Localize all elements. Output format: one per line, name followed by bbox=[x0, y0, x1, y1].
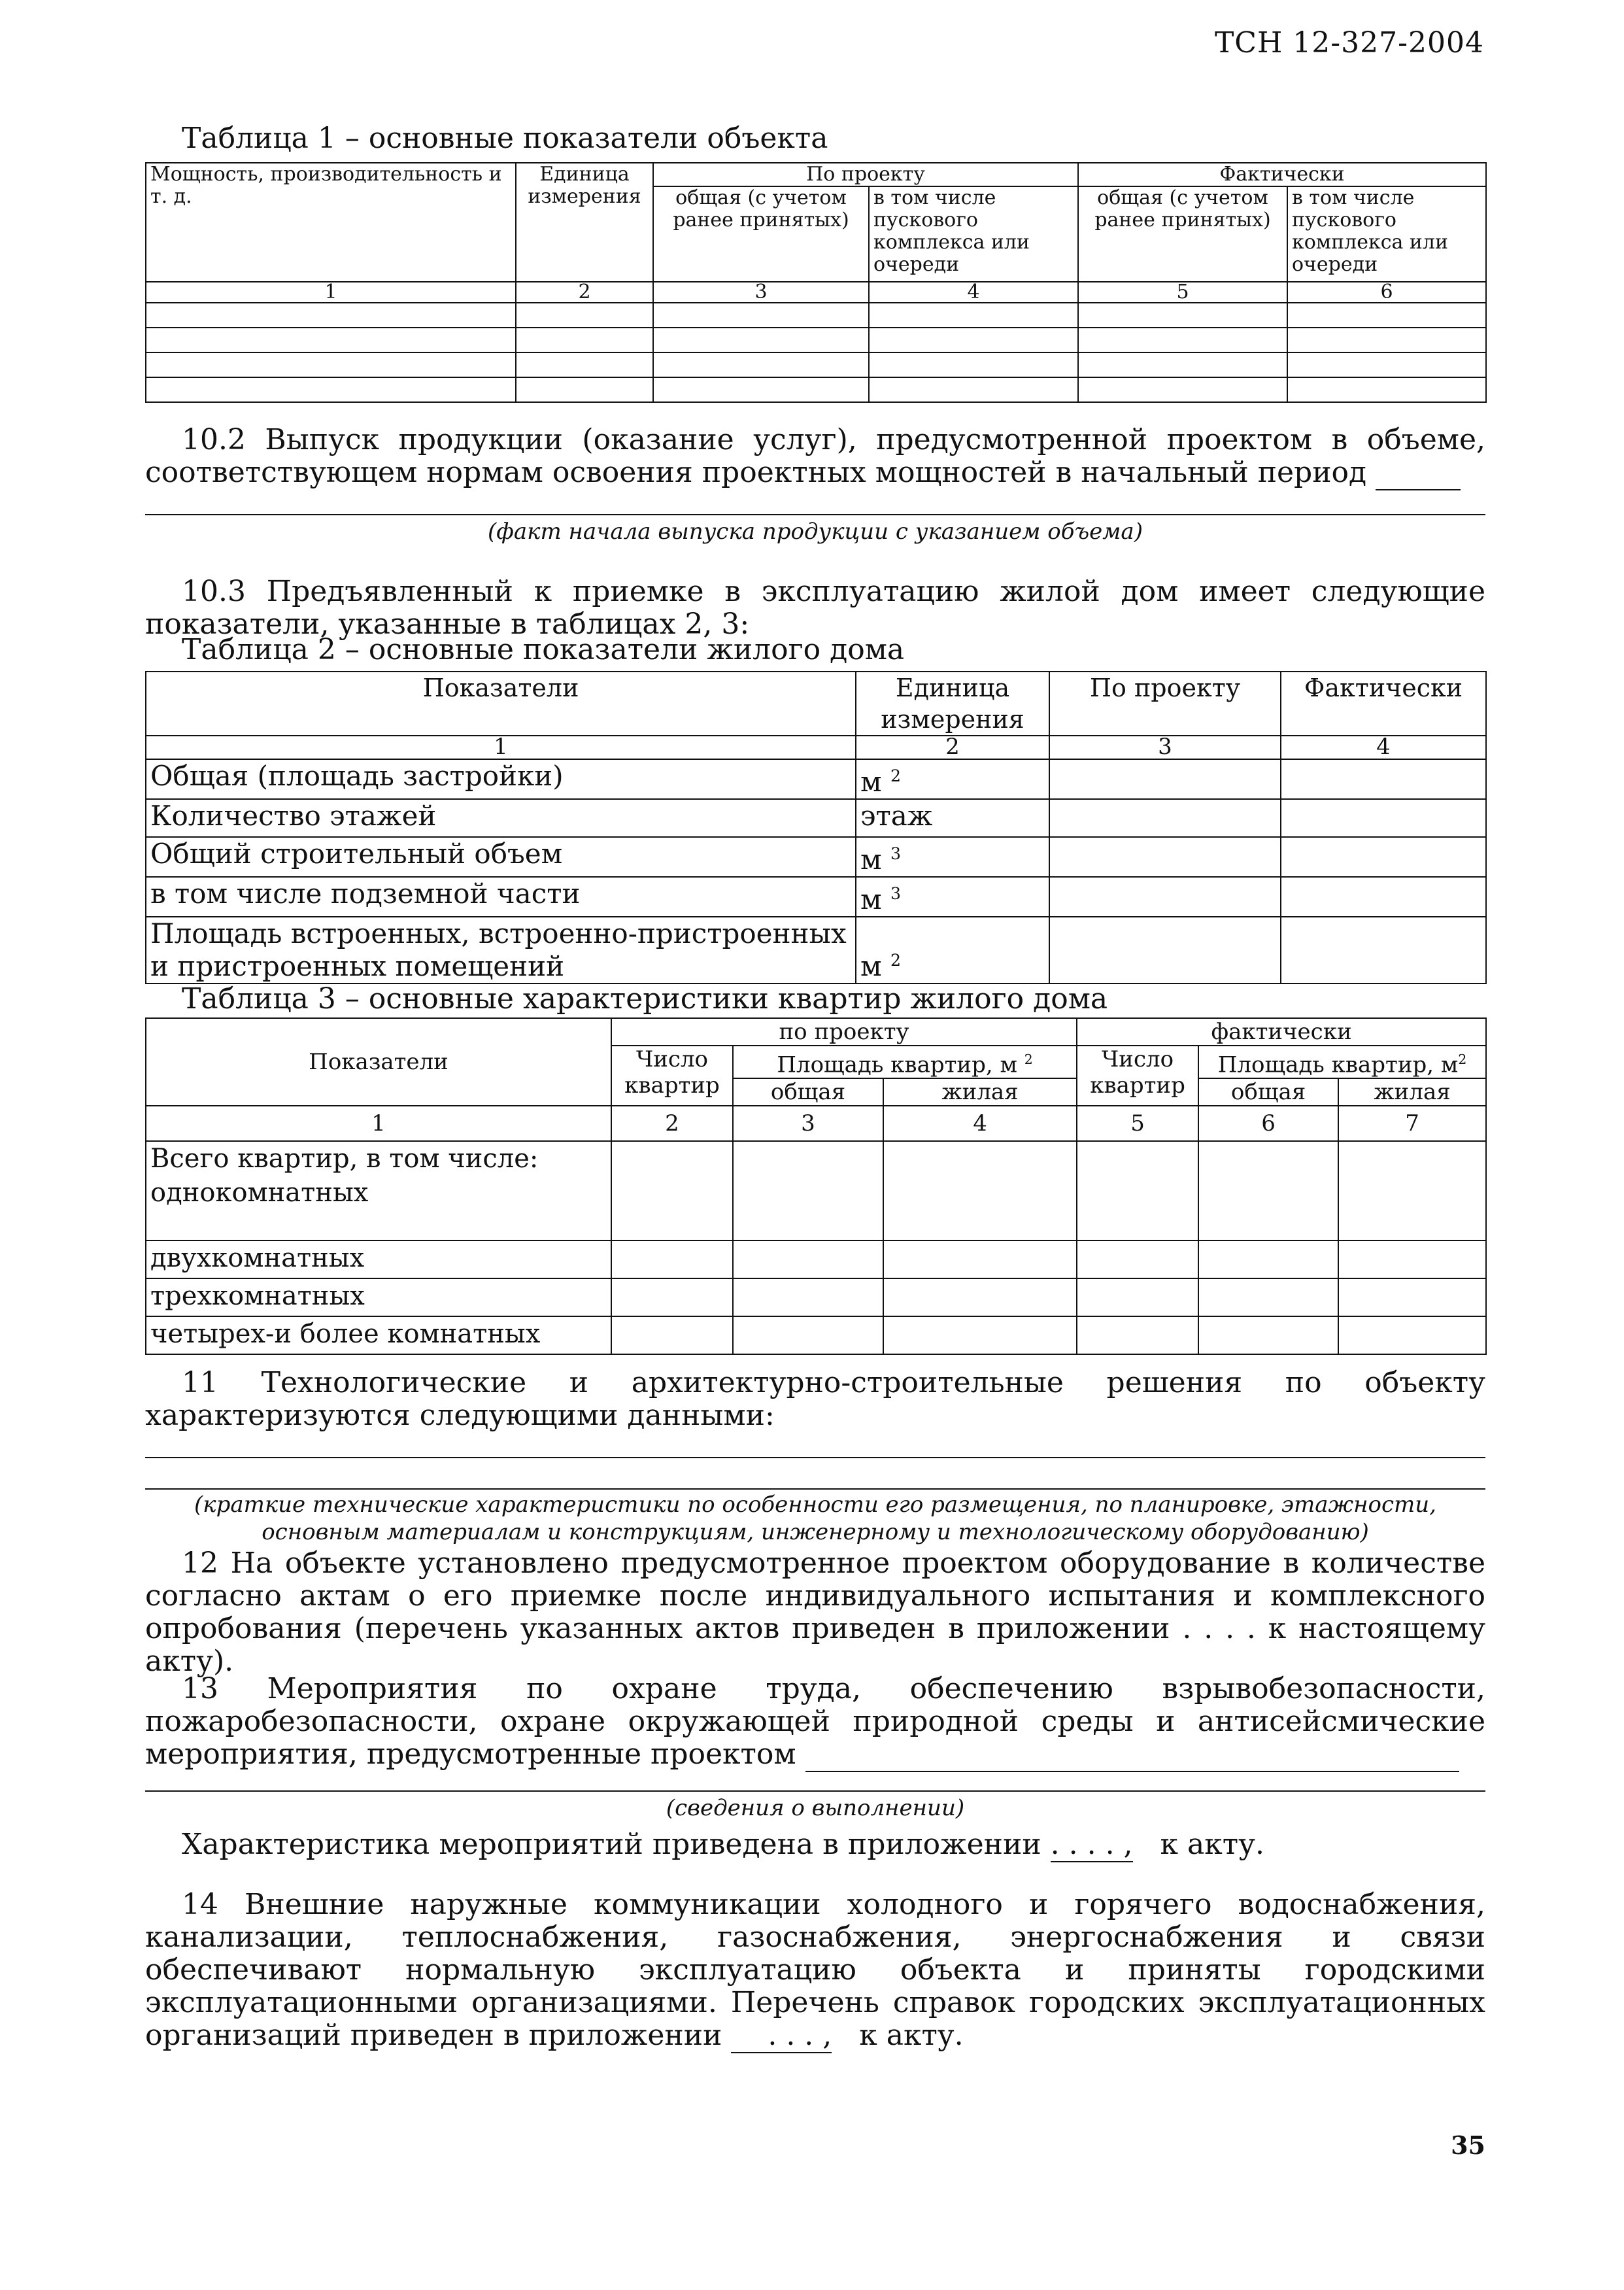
table3-col-number: 1 bbox=[146, 1106, 611, 1141]
table3-col-number: 5 bbox=[1077, 1106, 1198, 1141]
table3 bbox=[145, 1017, 1487, 1355]
table-row bbox=[146, 799, 1486, 837]
table-row bbox=[146, 303, 1486, 328]
table1-actual-total-header: общая (с учетом ранее принятых) bbox=[1078, 186, 1287, 282]
table2-caption: Таблица 2 – основные показатели жилого дома bbox=[182, 633, 905, 666]
table1-col-number: 3 bbox=[653, 282, 869, 303]
table-row bbox=[146, 759, 1486, 799]
table3-row-label: четырех-и более комнатных bbox=[146, 1316, 611, 1354]
table2-header-indicators: Показатели bbox=[146, 672, 856, 736]
table3-col-number: 6 bbox=[1198, 1106, 1338, 1141]
paragraph-10-2-note: (факт начала выпуска продукции с указанием объема) bbox=[488, 519, 1143, 545]
table1-col-number: 2 bbox=[516, 282, 653, 303]
table1-project-launch-header: в том числе пускового комплекса или очереди bbox=[869, 186, 1078, 282]
paragraph-13-text: 13 Мероприятия по охране труда, обеспечению взрывобезопасности, пожаробезопасности, охране окружающей природной среды и антисейсмические мероприятия, предусмотренные проектом bbox=[145, 1672, 1485, 1771]
table-row bbox=[146, 1141, 1486, 1240]
table3-project-header: по проекту bbox=[611, 1018, 1077, 1046]
table3-col-number: 2 bbox=[611, 1106, 733, 1141]
table2-header-actual: Фактически bbox=[1281, 672, 1486, 736]
paragraph-10-3: 10.3 Предъявленный к приемке в эксплуатацию жилой дом имеет следующие показатели, указанные в таблицах 2, 3: bbox=[145, 575, 1485, 641]
table1-actual-launch-header: в том числе пускового комплекса или очереди bbox=[1287, 186, 1486, 282]
table2-row-unit: м $^3$ bbox=[856, 877, 1049, 917]
table2-col-number: 1 bbox=[146, 736, 856, 759]
table3-col-number: 4 bbox=[883, 1106, 1077, 1141]
table1-project-total-header: общая (с учетом ранее принятых) bbox=[653, 186, 869, 282]
paragraph-13-note: (сведения о выполнении) bbox=[666, 1795, 965, 1821]
table-row bbox=[146, 1240, 1486, 1278]
paragraph-11: 11 Технологические и архитектурно-строительные решения по объекту характеризуются следующими данными: bbox=[145, 1366, 1485, 1432]
paragraph-12: 12 На объекте установлено предусмотренное проектом оборудование в количестве согласно актам о его приемке после индивидуального испытания и комплексного опробования (перечень указанных актов приведен в приложении . . . . к настоящему акту). bbox=[145, 1547, 1485, 1678]
table-row bbox=[146, 917, 1486, 983]
table3-header-indicators: Показатели bbox=[146, 1018, 611, 1106]
fill-in-line bbox=[145, 1457, 1485, 1458]
table1-col-number: 4 bbox=[869, 282, 1078, 303]
table2-row-unit: м $^2$ bbox=[856, 759, 1049, 799]
table3-row-label: трехкомнатных bbox=[146, 1278, 611, 1316]
table-row bbox=[146, 328, 1486, 352]
paragraph-13-appendix bbox=[182, 1828, 1485, 1862]
table3-actual-area-header: Площадь квартир, $м^2$ bbox=[1198, 1046, 1486, 1078]
appendix-tail: к акту. bbox=[1160, 1828, 1264, 1861]
table3-col-number: 3 bbox=[733, 1106, 883, 1141]
table2-row-unit: м $^3$ bbox=[856, 837, 1049, 877]
table-row bbox=[146, 377, 1486, 402]
table3-actual-count-header: Число квартир bbox=[1077, 1046, 1198, 1106]
appendix-number-blank: . . . , bbox=[731, 2019, 832, 2053]
table1-caption: Таблица 1 – основные показатели объекта bbox=[182, 122, 828, 155]
table-row bbox=[146, 837, 1486, 877]
table1-col-number: 6 bbox=[1287, 282, 1486, 303]
table3-caption: Таблица 3 – основные характеристики квартир жилого дома bbox=[182, 982, 1108, 1016]
table1-col2-header: Единица измерения bbox=[516, 163, 653, 282]
table3-row-label: двухкомнатных bbox=[146, 1240, 611, 1278]
table1-col-number: 5 bbox=[1078, 282, 1287, 303]
table2-header-unit: Единица измерения bbox=[856, 672, 1049, 736]
table1 bbox=[145, 162, 1487, 403]
appendix-tail: к акту. bbox=[859, 2019, 964, 2052]
table2-row-label: в том числе подземной части bbox=[146, 877, 856, 917]
table3-project-area-header: Площадь квартир, м $^2$ bbox=[733, 1046, 1077, 1078]
table2-row-unit: этаж bbox=[856, 799, 1049, 837]
table3-actual-living-header: жилая bbox=[1338, 1078, 1486, 1106]
table1-actual-header: Фактически bbox=[1078, 163, 1486, 186]
table3-project-total-header: общая bbox=[733, 1078, 883, 1106]
fill-in-line bbox=[145, 1488, 1485, 1490]
table-row bbox=[146, 1316, 1486, 1354]
table3-project-living-header: жилая bbox=[883, 1078, 1077, 1106]
table2 bbox=[145, 671, 1487, 984]
paragraph-10-2-text: 10.2 Выпуск продукции (оказание услуг), предусмотренной проектом в объеме, соответствующем нормам освоения проектных мощностей в начальный период bbox=[145, 423, 1485, 489]
fill-in-line bbox=[145, 1790, 1485, 1792]
table2-row-label: Общая (площадь застройки) bbox=[146, 759, 856, 799]
table1-project-header: По проекту bbox=[653, 163, 1078, 186]
table3-project-count-header: Число квартир bbox=[611, 1046, 733, 1106]
page-number: 35 bbox=[1451, 2130, 1485, 2160]
fill-in-line bbox=[805, 1738, 1459, 1772]
document-code: ТСН 12-327-2004 bbox=[1214, 26, 1484, 60]
table3-actual-total-header: общая bbox=[1198, 1078, 1338, 1106]
table2-row-unit: м $^2$ bbox=[856, 917, 1049, 983]
table2-row-label: Общий строительный объем bbox=[146, 837, 856, 877]
table2-row-label: Количество этажей bbox=[146, 799, 856, 837]
fill-in-line bbox=[145, 514, 1485, 515]
table3-col-number: 7 bbox=[1338, 1106, 1486, 1141]
paragraph-14-text: 14 Внешние наружные коммуникации холодного и горячего водоснабжения, канализации, теплоснабжения, газоснабжения, энергоснабжения и связи обеспечивают нормальную эксплуатацию объекта и приняты городскими эксплуатационными организациями. Перечень справок городских эксплуатационных организаций приведен в приложении bbox=[145, 1888, 1485, 2052]
appendix-lead: Характеристика мероприятий приведена в приложении bbox=[182, 1828, 1041, 1861]
paragraph-11-note: (краткие технические характеристики по особенности его размещения, по планировке, этажности, основным материалам и конструкциям, инженерному и технологическому оборудованию) bbox=[194, 1492, 1436, 1545]
paragraph-13 bbox=[145, 1673, 1485, 1772]
table2-header-project: По проекту bbox=[1049, 672, 1281, 736]
fill-in-line bbox=[1376, 456, 1461, 490]
appendix-number-blank: . . . . , bbox=[1050, 1828, 1133, 1861]
table-row bbox=[146, 1278, 1486, 1316]
table2-row-label: Площадь встроенных, встроенно-пристроенных и пристроенных помещений bbox=[146, 917, 856, 983]
table1-col1-header: Мощность, производительность и т. д. bbox=[146, 163, 516, 282]
table3-actual-header: фактически bbox=[1077, 1018, 1486, 1046]
table2-col-number: 4 bbox=[1281, 736, 1486, 759]
table1-col-number: 1 bbox=[146, 282, 516, 303]
table2-col-number: 2 bbox=[856, 736, 1049, 759]
table2-col-number: 3 bbox=[1049, 736, 1281, 759]
table-row bbox=[146, 352, 1486, 377]
table3-row-label: Всего квартир, в том числе: однокомнатных bbox=[146, 1141, 611, 1240]
paragraph-14 bbox=[145, 1888, 1485, 2053]
table-row bbox=[146, 877, 1486, 917]
paragraph-10-2 bbox=[145, 424, 1485, 490]
